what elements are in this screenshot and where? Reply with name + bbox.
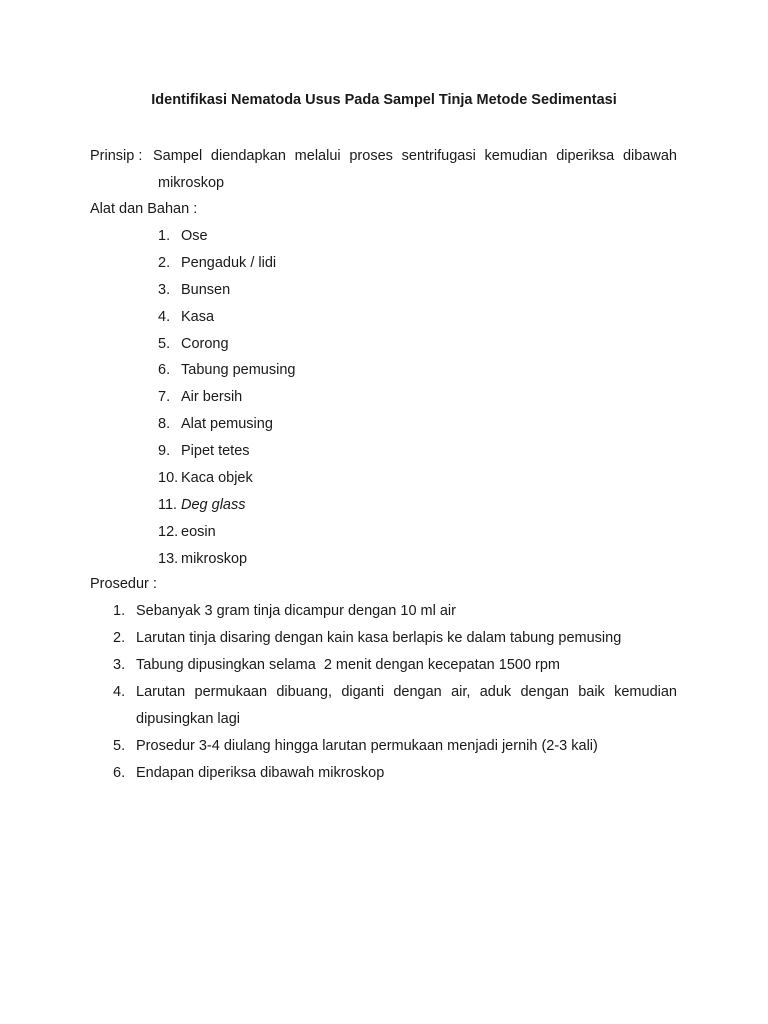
list-item-text: Larutan permukaan dibuang, diganti dengan air, aduk dengan baik kemudian <box>136 684 677 700</box>
list-item-number: 7. <box>158 389 171 405</box>
list-item-text: Kaca objek <box>181 470 253 486</box>
list-item-number: 1. <box>158 228 171 244</box>
list-item-number: 9. <box>158 443 171 459</box>
list-item-text-continuation: dipusingkan lagi <box>136 711 240 727</box>
list-item-number: 6. <box>158 362 171 378</box>
list-item-number: 4. <box>158 309 171 325</box>
prosedur-heading: Prosedur : <box>90 576 157 592</box>
list-item-text: Air bersih <box>181 389 243 405</box>
list-item-text: Endapan diperiksa dibawah mikroskop <box>136 765 385 781</box>
list-item-number: 5. <box>113 738 126 754</box>
list-item-number: 11. <box>158 497 178 513</box>
list-item-number: 4. <box>113 684 126 700</box>
prinsip-label: Prinsip : <box>90 148 143 164</box>
list-item-text: Pipet tetes <box>181 443 250 459</box>
list-item-number: 6. <box>113 765 126 781</box>
list-item-text: Bunsen <box>181 282 231 298</box>
list-item-number: 1. <box>113 603 126 619</box>
list-item-text: Sebanyak 3 gram tinja dicampur dengan 10 ml air <box>136 603 456 619</box>
list-item-text: Larutan tinja disaring dengan kain kasa berlapis ke dalam tabung pemusing <box>136 630 622 646</box>
list-item-number: 2. <box>113 630 126 646</box>
list-item-text: Alat pemusing <box>181 416 273 432</box>
list-item-text: Tabung pemusing <box>181 362 296 378</box>
list-item-number: 12. <box>158 524 179 540</box>
list-item-number: 8. <box>158 416 171 432</box>
list-item-text: mikroskop <box>181 551 248 567</box>
list-item-text: eosin <box>181 524 216 540</box>
list-item-number: 3. <box>113 657 126 673</box>
list-item-text: Kasa <box>181 309 215 325</box>
list-item-number: 2. <box>158 255 171 271</box>
list-item-number: 3. <box>158 282 171 298</box>
list-item-number: 10. <box>158 470 179 486</box>
list-item-number: 13. <box>158 551 179 567</box>
prinsip-text-line1: Sampel diendapkan melalui proses sentrifugasi kemudian diperiksa dibawah <box>153 148 677 164</box>
list-item-text: Prosedur 3-4 diulang hingga larutan permukaan menjadi jernih (2-3 kali) <box>136 738 598 754</box>
document-title: Identifikasi Nematoda Usus Pada Sampel Tinja Metode Sedimentasi <box>151 92 617 108</box>
list-item-text: Corong <box>181 336 229 352</box>
list-item-text: Ose <box>181 228 208 244</box>
list-item-number: 5. <box>158 336 171 352</box>
list-item-text: Deg glass <box>181 497 246 513</box>
prinsip-text-line2: mikroskop <box>158 175 225 191</box>
alat-bahan-heading: Alat dan Bahan : <box>90 201 198 217</box>
list-item-text: Pengaduk / lidi <box>181 255 277 271</box>
list-item-text: Tabung dipusingkan selama 2 menit dengan kecepatan 1500 rpm <box>136 657 561 673</box>
